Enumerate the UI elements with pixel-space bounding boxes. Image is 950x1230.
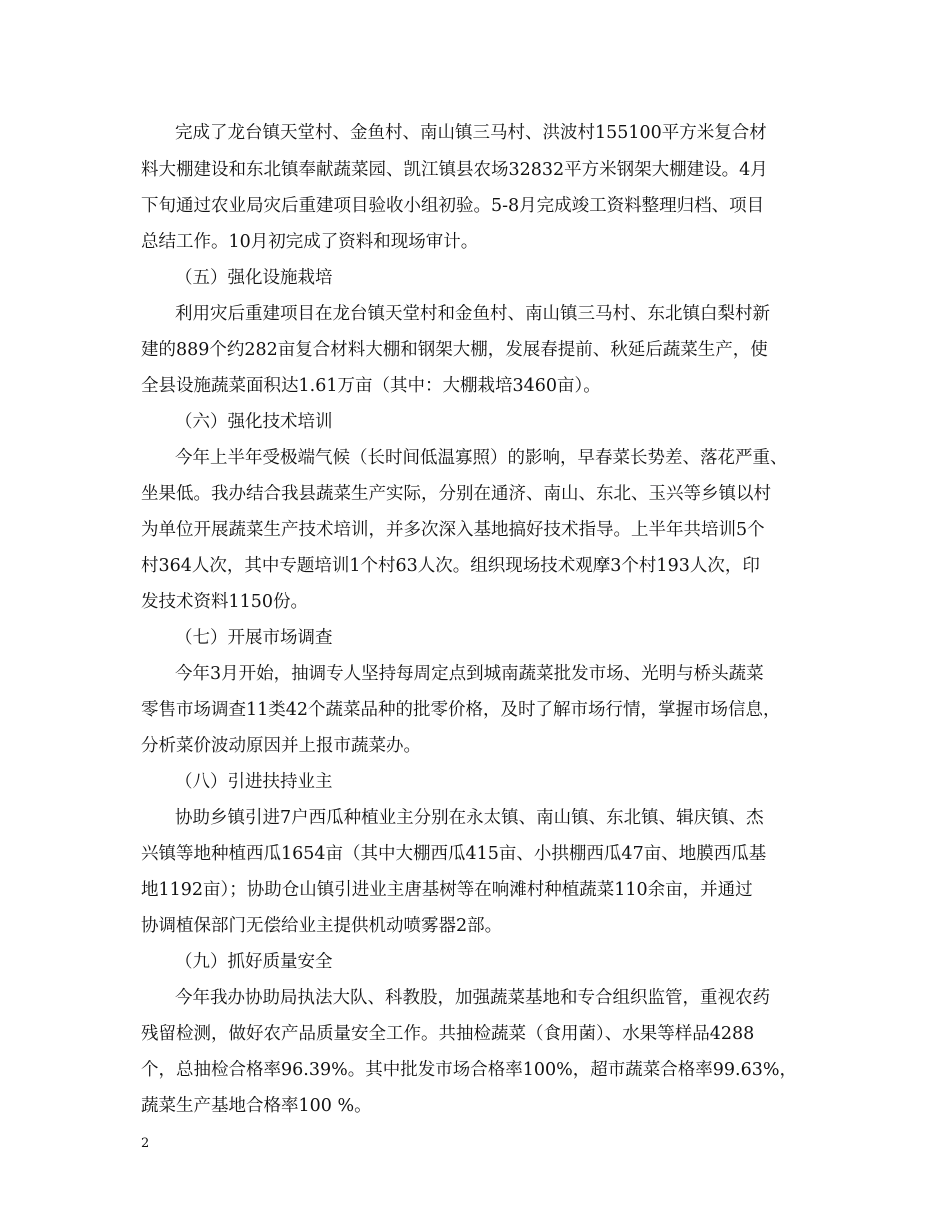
paragraph-line: 为单位开展蔬菜生产技术培训，并多次深入基地搞好技术指导。上半年共培训5个 [141, 520, 765, 540]
paragraph-line: 料大棚建设和东北镇奉献蔬菜园、凯江镇县农场32832平方米钢架大棚建设。4月 [141, 160, 768, 180]
paragraph-line: 协助乡镇引进7户西瓜种植业主分别在永太镇、南山镇、东北镇、辑庆镇、杰 [175, 808, 764, 828]
paragraph-line: 蔬菜生产基地合格率100 %。 [141, 1096, 372, 1116]
paragraph-line: 完成了龙台镇天堂村、金鱼村、南山镇三马村、洪波村155100平方米复合材 [175, 123, 767, 143]
paragraph-line: 地1192亩）；协助仓山镇引进业主唐基树等在响滩村种植蔬菜110余亩，并通过 [141, 880, 753, 900]
paragraph-line: 兴镇等地种植西瓜1654亩（其中大棚西瓜415亩、小拱棚西瓜47亩、地膜西瓜基 [141, 844, 767, 864]
paragraph-line: 总结工作。10月初完成了资料和现场审计。 [141, 232, 479, 252]
section-heading: （七）开展市场调查 [175, 628, 333, 648]
page-number: 2 [141, 1136, 150, 1151]
section-heading: （五）强化设施栽培 [175, 268, 333, 288]
paragraph-line: 今年我办协助局执法大队、科教股，加强蔬菜基地和专合组织监管，重视农药 [175, 988, 770, 1008]
paragraph-line: 残留检测，做好农产品质量安全工作。共抽检蔬菜（食用菌）、水果等样品4288 [141, 1024, 755, 1044]
paragraph-line: 分析菜价波动原因并上报市蔬菜办。 [141, 736, 421, 756]
paragraph-line: 建的889个约282亩复合材料大棚和钢架大棚，发展春提前、秋延后蔬菜生产，使 [141, 340, 768, 360]
paragraph-line: 个，总抽检合格率96.39%。其中批发市场合格率100%，超市蔬菜合格率99.63%， [141, 1060, 797, 1080]
section-heading: （八）引进扶持业主 [175, 772, 333, 792]
paragraph-line: 利用灾后重建项目在龙台镇天堂村和金鱼村、南山镇三马村、东北镇白梨村新 [175, 304, 770, 324]
paragraph-line: 今年3月开始，抽调专人坚持每周定点到城南蔬菜批发市场、光明与桥头蔬菜 [175, 664, 764, 684]
paragraph-line: 零售市场调查11类42个蔬菜品种的批零价格，及时了解市场行情，掌握市场信息， [141, 700, 781, 720]
paragraph-line: 下旬通过农业局灾后重建项目验收小组初验。5-8月完成竣工资料整理归档、项目 [141, 196, 765, 216]
paragraph-line: 发技术资料1150份。 [141, 592, 309, 612]
paragraph-line: 坐果低。我办结合我县蔬菜生产实际，分别在通济、南山、东北、玉兴等乡镇以村 [141, 484, 771, 504]
paragraph-line: 村364人次，其中专题培训1个村63人次。组织现场技术观摩3个村193人次，印 [141, 556, 760, 576]
section-heading: （九）抓好质量安全 [175, 952, 333, 972]
paragraph-line: 全县设施蔬菜面积达1.61万亩（其中：大棚栽培3460亩）。 [141, 376, 601, 396]
paragraph-line: 协调植保部门无偿给业主提供机动喷雾器2部。 [141, 916, 503, 936]
section-heading: （六）强化技术培训 [175, 412, 333, 432]
paragraph-line: 今年上半年受极端气候（长时间低温寡照）的影响，早春菜长势差、落花严重、 [175, 448, 788, 468]
